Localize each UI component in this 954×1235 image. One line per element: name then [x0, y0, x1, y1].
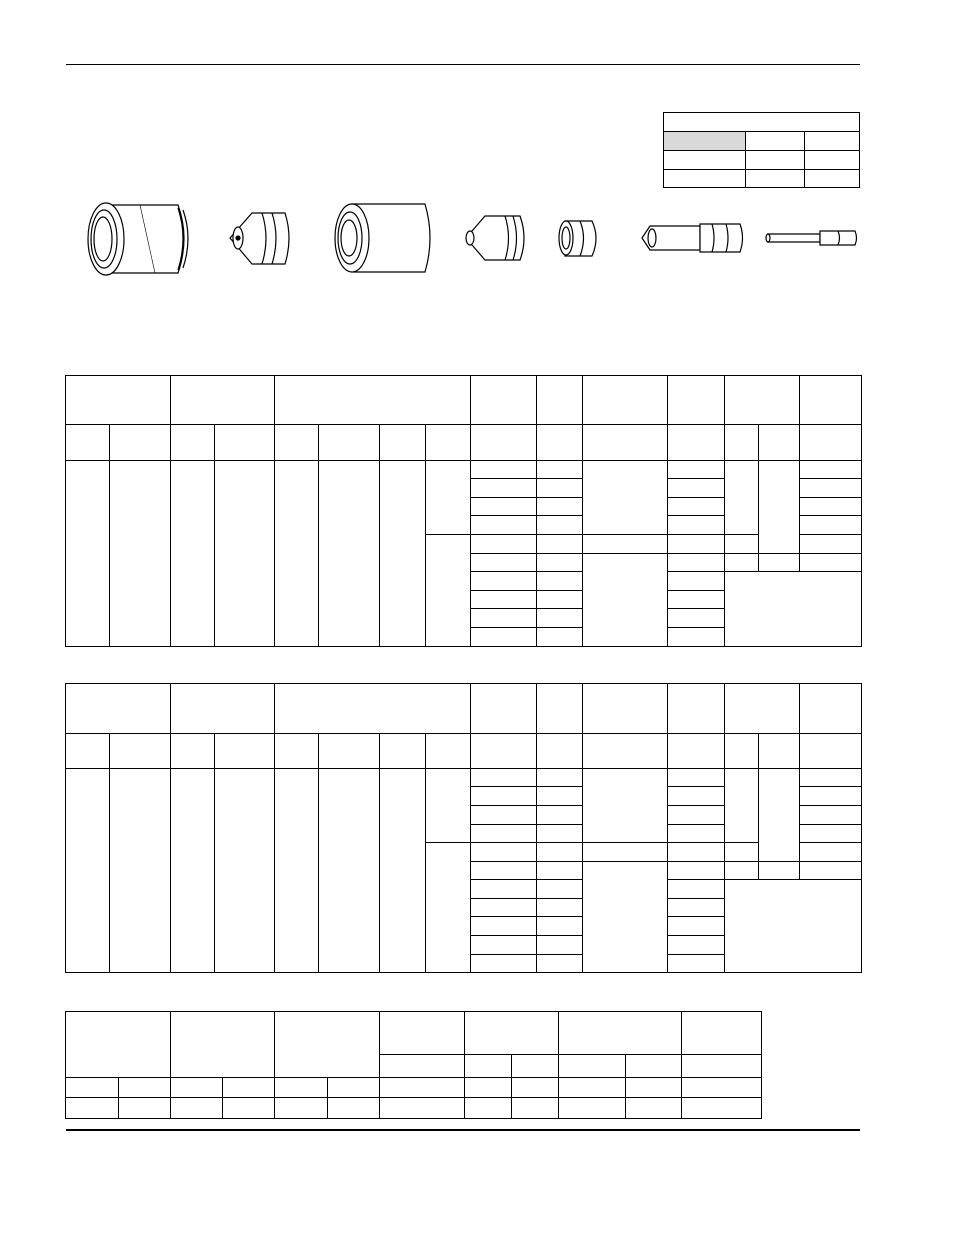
- cut-chart-table-1: [65, 375, 862, 647]
- cut-chart-table-2: [65, 683, 862, 973]
- footer-rule: [66, 1129, 860, 1131]
- parameters-table: [65, 1011, 762, 1119]
